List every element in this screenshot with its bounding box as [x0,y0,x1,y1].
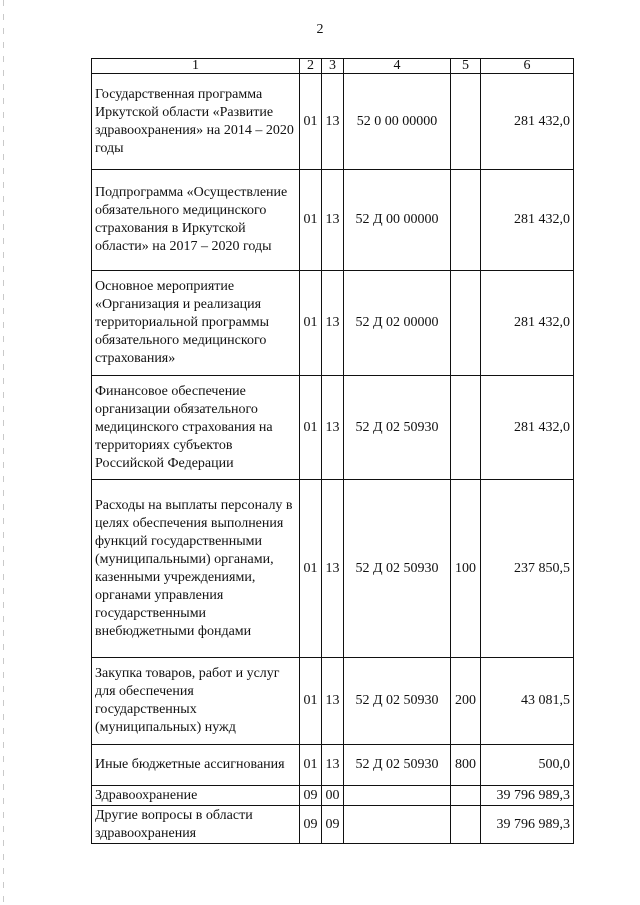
table-row [92,480,574,658]
row-expense-type [451,74,481,170]
header-col-4: 4 [344,59,451,74]
header-col-2: 2 [300,59,322,74]
row-subsection: 09 [322,806,344,844]
row-subsection: 00 [322,786,344,806]
row-target-article [344,786,451,806]
row-name: Финансовое обеспечение организации обязательного медицинского страхования на территориях субъектов Российской Федерации [92,376,300,480]
table-row [92,786,574,806]
row-amount: 39 796 989,3 [481,806,574,844]
row-expense-type [451,376,481,480]
row-name: Другие вопросы в области здравоохранения [92,806,300,844]
row-name: Закупка товаров, работ и услуг для обеспечения государственных (муниципальных) нужд [92,658,300,745]
row-expense-type: 800 [451,745,481,786]
row-subsection: 13 [322,376,344,480]
scan-edge-artifact [3,0,4,905]
row-target-article: 52 Д 02 50930 [344,376,451,480]
table-row [92,376,574,480]
row-target-article: 52 Д 02 00000 [344,271,451,376]
row-section: 01 [300,658,322,745]
row-target-article: 52 Д 02 50930 [344,480,451,658]
row-subsection: 13 [322,745,344,786]
row-name: Иные бюджетные ассигнования [92,745,300,786]
row-section: 01 [300,480,322,658]
row-subsection: 13 [322,74,344,170]
table-row [92,806,574,844]
row-subsection: 13 [322,170,344,271]
page-number: 2 [316,22,324,37]
row-section: 01 [300,74,322,170]
header-col-1: 1 [92,59,300,74]
header-col-6: 6 [481,59,574,74]
row-expense-type: 100 [451,480,481,658]
row-expense-type [451,271,481,376]
row-name: Основное мероприятие «Организация и реализация территориальной программы обязательного медицинского страхования» [92,271,300,376]
row-expense-type: 200 [451,658,481,745]
row-amount: 281 432,0 [481,74,574,170]
row-amount: 281 432,0 [481,376,574,480]
row-amount: 237 850,5 [481,480,574,658]
row-section: 09 [300,786,322,806]
table-row [92,745,574,786]
row-subsection: 13 [322,658,344,745]
row-amount: 500,0 [481,745,574,786]
row-target-article: 52 Д 02 50930 [344,658,451,745]
header-col-3: 3 [322,59,344,74]
table-row [92,170,574,271]
row-name: Государственная программа Иркутской области «Развитие здравоохранения» на 2014 – 2020 годы [92,74,300,170]
row-subsection: 13 [322,271,344,376]
row-name: Здравоохранение [92,786,300,806]
row-subsection: 13 [322,480,344,658]
row-name: Подпрограмма «Осуществление обязательного медицинского страхования в Иркутской области» на 2017 – 2020 годы [92,170,300,271]
row-amount: 39 796 989,3 [481,786,574,806]
row-target-article: 52 Д 02 50930 [344,745,451,786]
row-expense-type [451,786,481,806]
table-row [92,271,574,376]
row-section: 01 [300,745,322,786]
table-row [92,74,574,170]
header-row [92,59,574,74]
row-name: Расходы на выплаты персоналу в целях обеспечения выполнения функций государственными (муниципальными) органами, казенными учреждениями, органами управления государственными внебюджетными фондами [92,480,300,658]
row-target-article: 52 Д 00 00000 [344,170,451,271]
budget-table [91,58,574,844]
row-expense-type [451,806,481,844]
row-section: 01 [300,170,322,271]
row-amount: 43 081,5 [481,658,574,745]
row-target-article [344,806,451,844]
row-section: 01 [300,376,322,480]
header-col-5: 5 [451,59,481,74]
row-section: 01 [300,271,322,376]
row-section: 09 [300,806,322,844]
row-amount: 281 432,0 [481,271,574,376]
row-expense-type [451,170,481,271]
table-row [92,658,574,745]
row-target-article: 52 0 00 00000 [344,74,451,170]
row-amount: 281 432,0 [481,170,574,271]
